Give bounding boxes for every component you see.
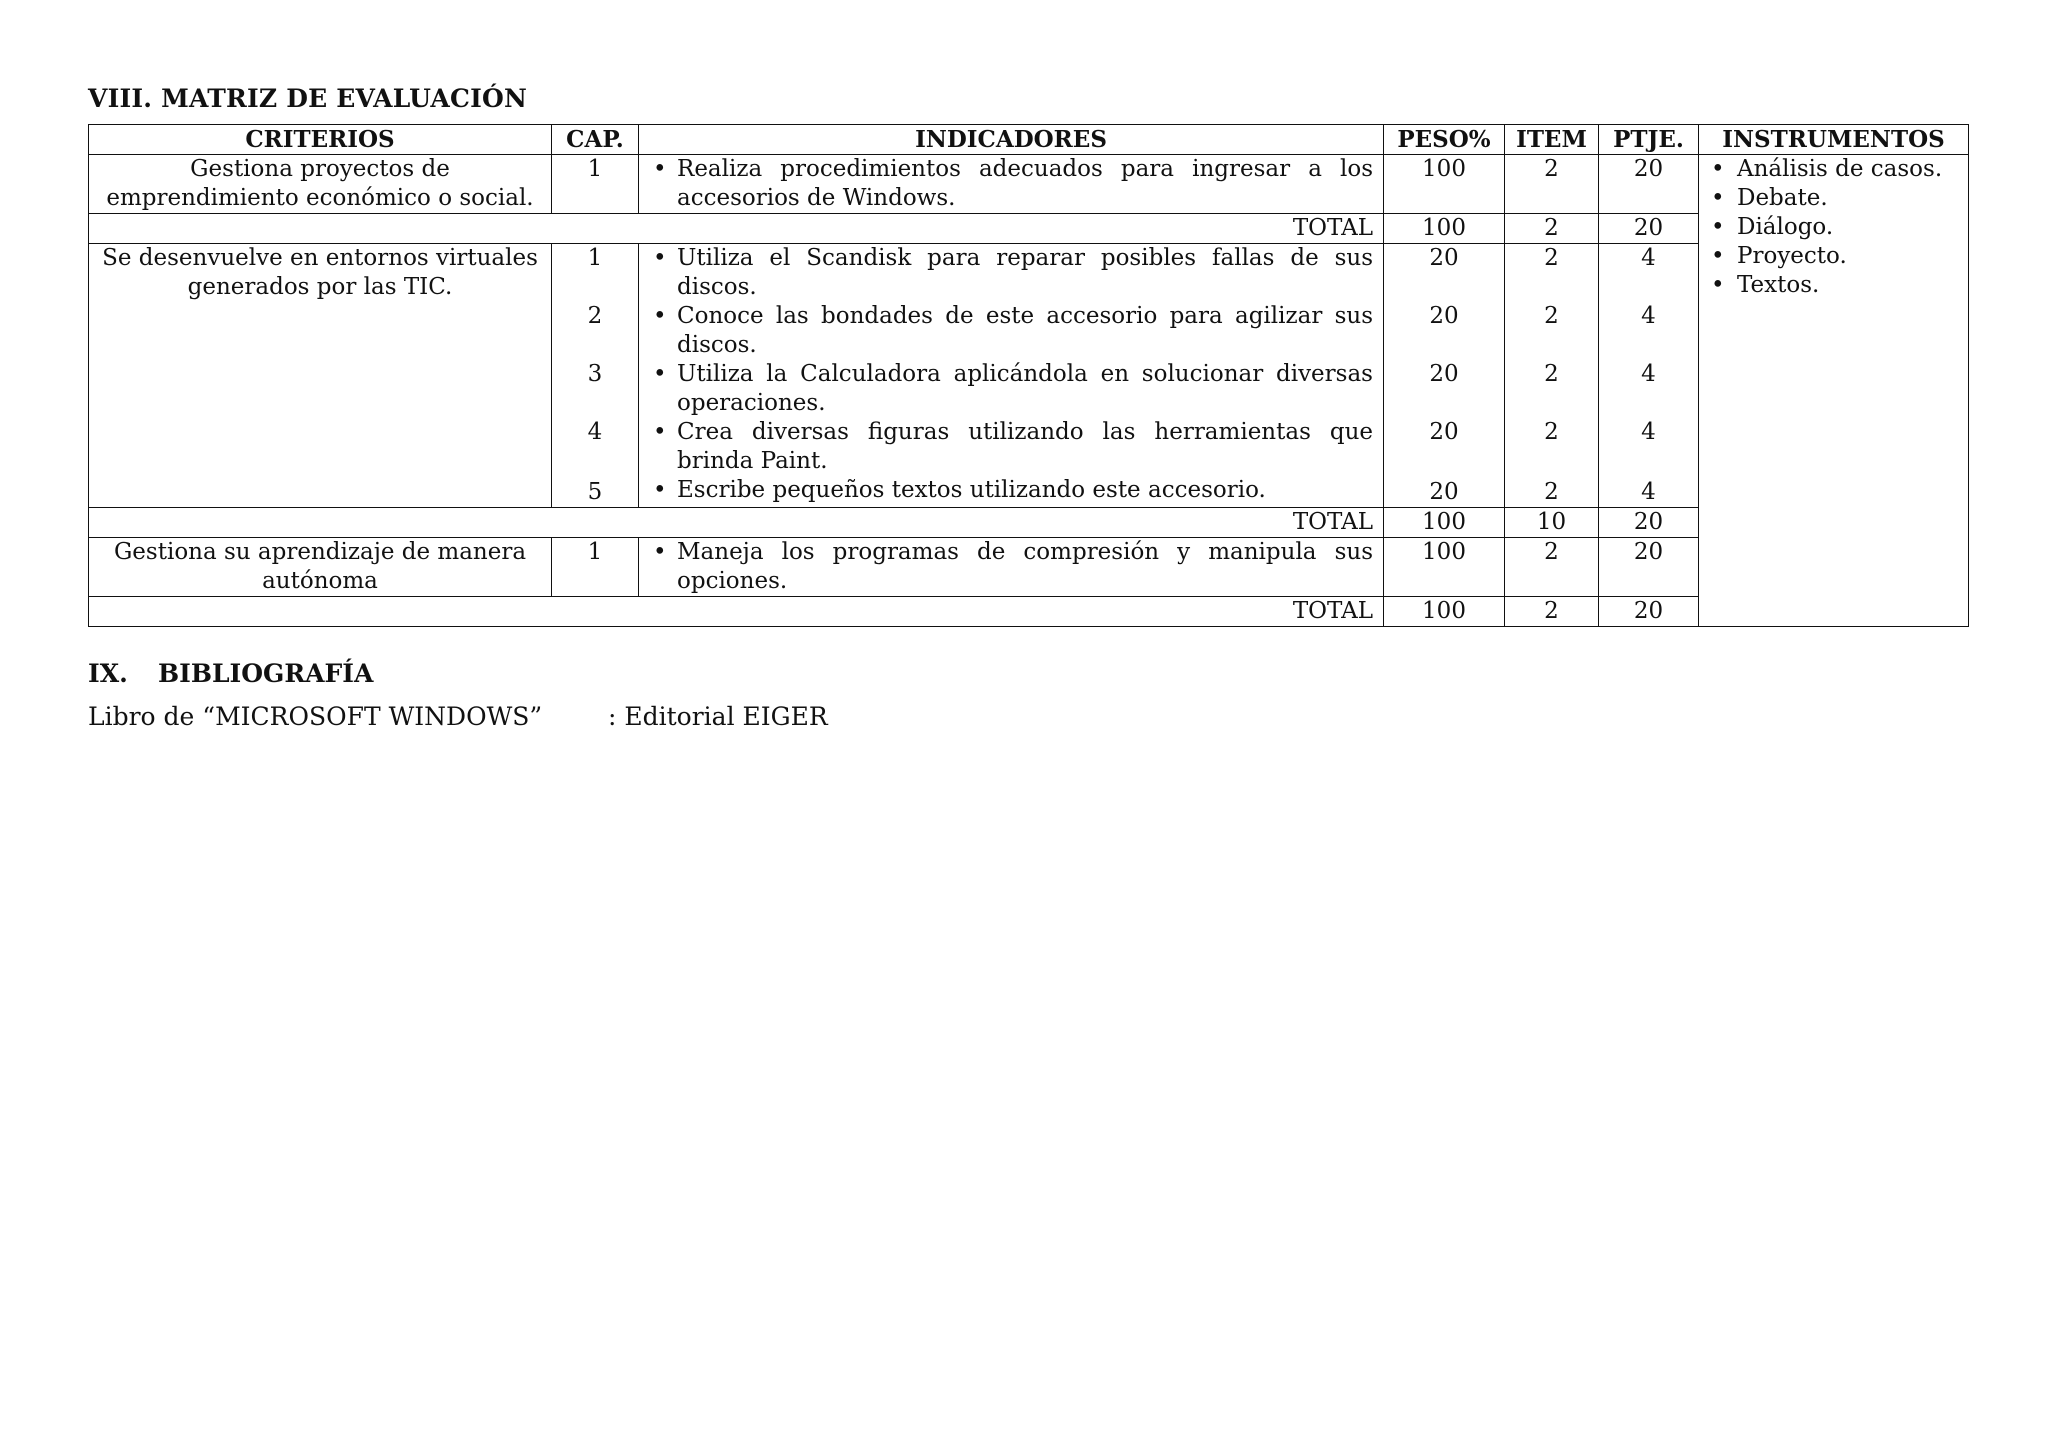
total-ptje: 20: [1599, 214, 1699, 244]
total-row: [89, 214, 1969, 244]
cap-cell: 1: [552, 155, 639, 214]
ptje-cell: 20: [1599, 155, 1699, 214]
indicador-item: • Maneja los programas de compresión y manipula sus opciones.: [649, 538, 1373, 596]
indicadores-cell: [639, 538, 1384, 597]
ptje-value: 4: [1641, 303, 1656, 329]
cap-cell: 1: [552, 538, 639, 597]
item-value: 2: [1544, 361, 1559, 387]
instrumento-item: • Debate.: [1709, 184, 1958, 213]
table-row: [89, 155, 1969, 214]
indicador-item: • Utiliza la Calculadora aplicándola en solucionar diversas operaciones.: [649, 360, 1373, 418]
item-cell: 2: [1505, 538, 1599, 597]
evaluation-matrix-table: [88, 124, 1969, 627]
header-item: ITEM: [1505, 125, 1599, 155]
header-indicadores: INDICADORES: [639, 125, 1384, 155]
bibliography-book: Libro de “MICROSOFT WINDOWS”: [88, 702, 543, 731]
header-instrumentos: INSTRUMENTOS: [1699, 125, 1969, 155]
cap-value: 4: [587, 419, 603, 445]
peso-value: 20: [1429, 419, 1459, 445]
criterio-cell: Gestiona su aprendizaje de manera autónoma: [89, 538, 552, 597]
total-label: TOTAL: [89, 508, 1384, 538]
section-title-bibliografia: [88, 659, 1968, 688]
indicador-item: • Realiza procedimientos adecuados para ingresar a los accesorios de Windows.: [649, 155, 1373, 213]
total-peso: 100: [1384, 508, 1505, 538]
total-ptje: 20: [1599, 508, 1699, 538]
instrumento-item: • Diálogo.: [1709, 213, 1958, 242]
section-title-text: BIBLIOGRAFÍA: [158, 659, 374, 688]
total-peso: 100: [1384, 214, 1505, 244]
total-item: 2: [1505, 214, 1599, 244]
peso-value: 20: [1429, 479, 1459, 505]
indicadores-cell: [639, 244, 1384, 508]
peso-value: 20: [1429, 361, 1459, 387]
header-cap: CAP.: [552, 125, 639, 155]
indicador-item: • Escribe pequeños textos utilizando este accesorio.: [649, 476, 1373, 505]
item-cell: [1505, 244, 1599, 508]
criterio-cell: Se desenvuelve en entornos virtuales generados por las TIC.: [89, 244, 552, 508]
indicadores-cell: [639, 155, 1384, 214]
instrumento-item: • Análisis de casos.: [1709, 155, 1958, 184]
total-peso: 100: [1384, 597, 1505, 627]
cap-value: 3: [587, 361, 603, 387]
total-label: TOTAL: [89, 214, 1384, 244]
section-title-matriz: VIII. MATRIZ DE EVALUACIÓN: [88, 84, 528, 113]
ptje-value: 4: [1641, 245, 1656, 271]
peso-cell: 100: [1384, 155, 1505, 214]
ptje-cell: [1599, 244, 1699, 508]
item-cell: 2: [1505, 155, 1599, 214]
table-row: [89, 538, 1969, 597]
instrumento-item: • Textos.: [1709, 271, 1958, 300]
header-ptje: PTJE.: [1599, 125, 1699, 155]
section-number: IX.: [88, 659, 128, 688]
peso-cell: [1384, 244, 1505, 508]
table-row: [89, 244, 1969, 508]
total-ptje: 20: [1599, 597, 1699, 627]
cap-cell: [552, 244, 639, 508]
item-value: 2: [1544, 303, 1559, 329]
peso-value: 20: [1429, 303, 1459, 329]
bibliography-publisher: : Editorial EIGER: [608, 702, 828, 731]
total-item: 10: [1505, 508, 1599, 538]
header-peso: PESO%: [1384, 125, 1505, 155]
instrumento-item: • Proyecto.: [1709, 242, 1958, 271]
document-page: [88, 84, 1968, 731]
ptje-cell: 20: [1599, 538, 1699, 597]
header-criterios: CRITERIOS: [89, 125, 552, 155]
peso-value: 20: [1429, 245, 1459, 271]
ptje-value: 4: [1641, 361, 1656, 387]
total-item: 2: [1505, 597, 1599, 627]
total-row: [89, 597, 1969, 627]
item-value: 2: [1544, 419, 1559, 445]
cap-value: 1: [587, 245, 603, 271]
ptje-value: 4: [1641, 479, 1656, 505]
total-row: [89, 508, 1969, 538]
bibliography-entry: [88, 702, 1968, 731]
peso-cell: 100: [1384, 538, 1505, 597]
table-header-row: [89, 125, 1969, 155]
cap-value: 2: [587, 303, 603, 329]
indicador-item: • Conoce las bondades de este accesorio para agilizar sus discos.: [649, 302, 1373, 360]
ptje-value: 4: [1641, 419, 1656, 445]
item-value: 2: [1544, 479, 1559, 505]
total-label: TOTAL: [89, 597, 1384, 627]
indicador-item: • Crea diversas figuras utilizando las herramientas que brinda Paint.: [649, 418, 1373, 476]
indicador-item: • Utiliza el Scandisk para reparar posibles fallas de sus discos.: [649, 244, 1373, 302]
item-value: 2: [1544, 245, 1559, 271]
criterio-cell: Gestiona proyectos de emprendimiento económico o social.: [89, 155, 552, 214]
cap-value: 5: [587, 479, 603, 505]
instrumentos-cell: [1699, 155, 1969, 627]
